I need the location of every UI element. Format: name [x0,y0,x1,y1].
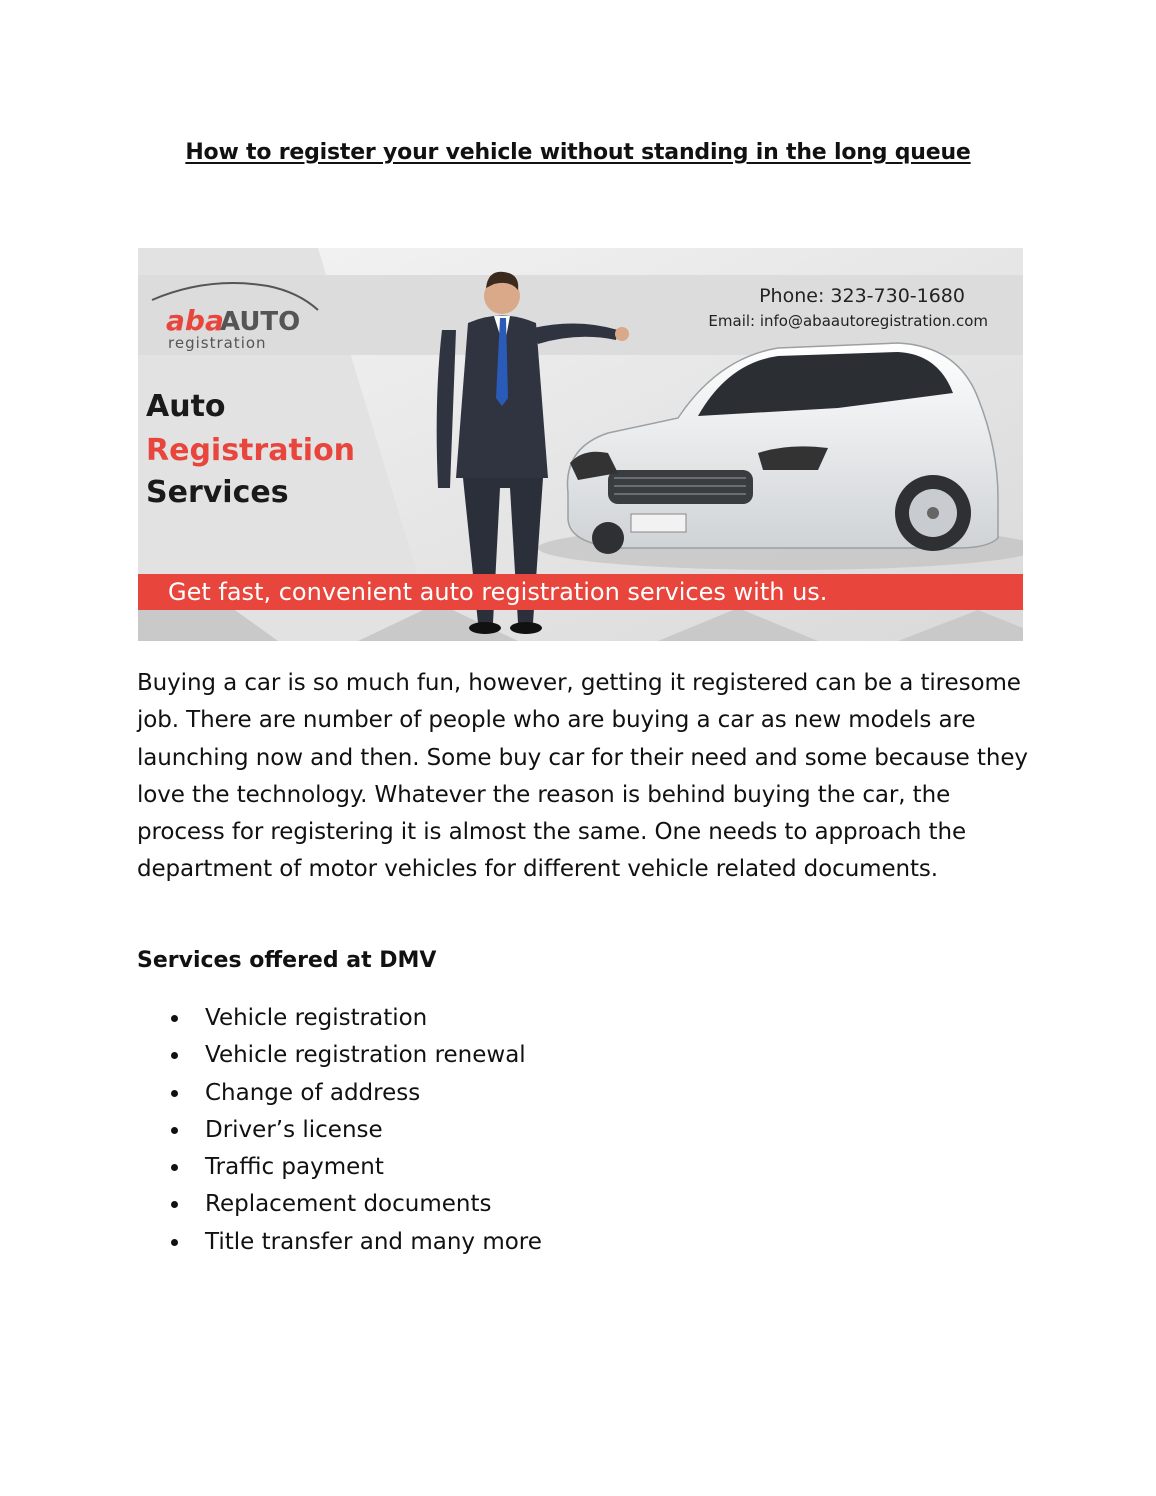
banner-tagline: Get fast, convenient auto registration services with us. [168,578,828,606]
service-label: Vehicle registration renewal [205,1042,526,1069]
bullet-icon [171,1127,178,1134]
headline-auto: Auto [146,389,226,424]
logo-registration-text: registration [168,334,267,352]
service-label: Title transfer and many more [205,1228,542,1255]
bullet-icon [171,1164,178,1171]
list-item [137,1186,542,1223]
list-item [137,1112,542,1149]
banner-phone: Phone: 323-730-1680 [759,285,965,307]
list-item [137,1224,542,1261]
logo-auto-text: AUTO [220,307,301,337]
headline-services: Services [146,475,289,510]
banner-email: Email: info@abaautoregistration.com [708,312,988,330]
list-item [137,1075,542,1112]
service-label: Traffic payment [205,1154,384,1181]
headline-registration: Registration [146,433,356,468]
service-label: Driver’s license [205,1116,383,1143]
service-label: Replacement documents [205,1191,492,1218]
list-item [137,1149,542,1186]
logo-aba-text: aba [166,304,224,337]
services-list [137,1000,542,1261]
bullet-icon [171,1052,178,1059]
banner-image [138,248,1023,641]
service-label: Change of address [205,1079,421,1106]
bullet-icon [171,1239,178,1246]
bullet-icon [171,1090,178,1097]
list-item [137,1000,542,1037]
bullet-icon [171,1201,178,1208]
service-label: Vehicle registration [205,1005,428,1031]
services-heading: Services offered at DMV [137,948,437,973]
bullet-icon [171,1015,178,1022]
document-title: How to register your vehicle without standing in the long queue [185,140,971,165]
intro-paragraph: Buying a car is so much fun, however, getting it registered can be a tiresome job. There are number of people who are buying a car as new models are launching now and then. Some buy car for their need and some because they love the technology. Whatever the reason is behind buying the car, the process for registering it is almost the same. One needs to approach the department of motor vehicles for different vehicle related documents. [137,670,1028,883]
list-item [137,1037,542,1074]
